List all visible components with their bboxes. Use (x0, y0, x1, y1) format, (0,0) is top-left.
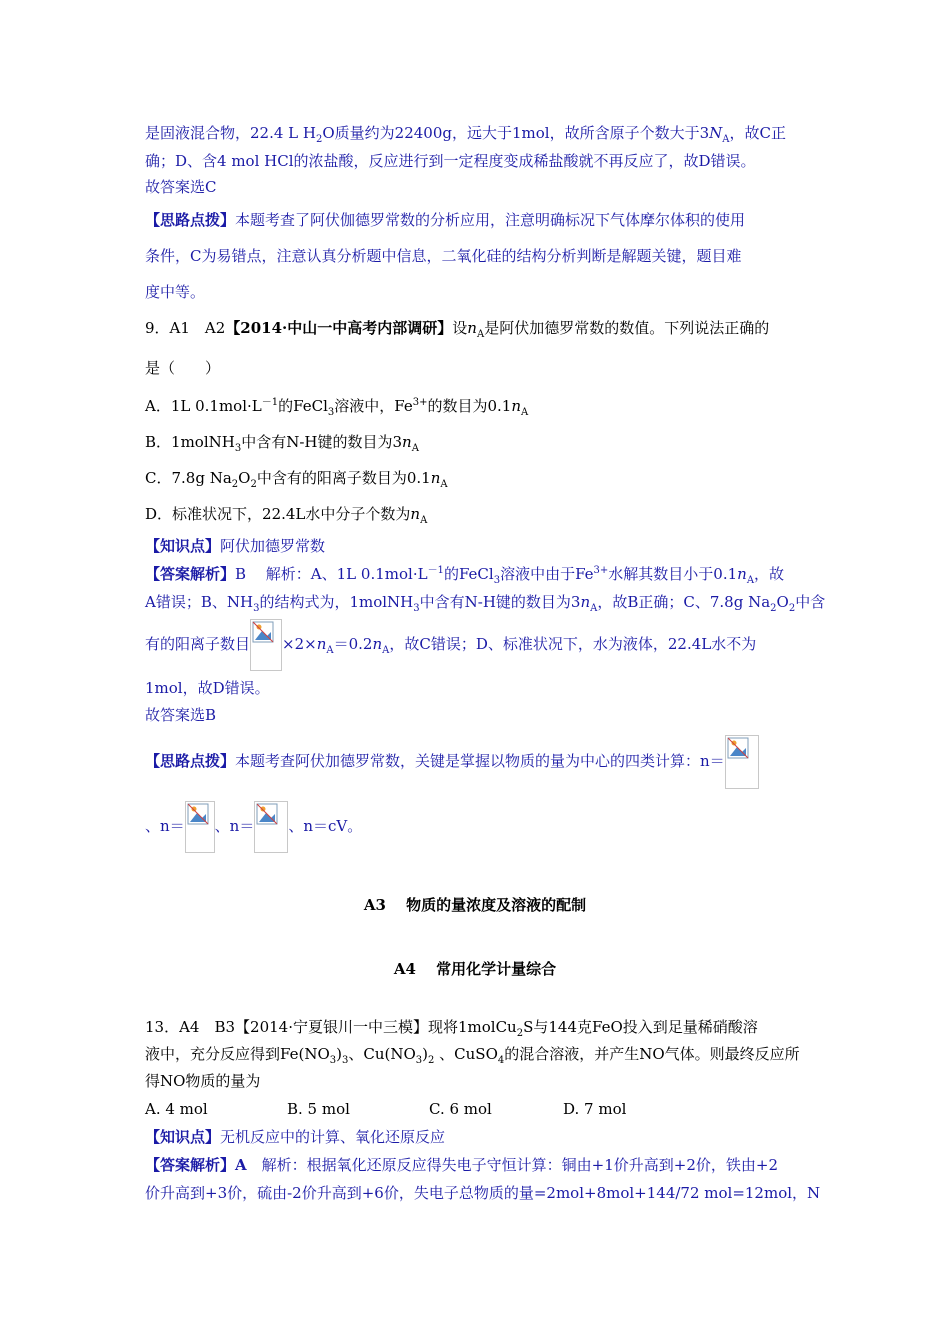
superscript: －1 (261, 397, 279, 408)
text: 中含有N-H键的数目为3 (241, 433, 403, 451)
subscript: 3 (253, 603, 260, 614)
text: 的结构式为，1molNH (259, 593, 414, 611)
text-line: 是（ ） (145, 359, 221, 377)
text: 的FeCl (278, 397, 328, 415)
subscript: 3 (341, 1055, 349, 1066)
text: 设 (452, 319, 468, 337)
text: ，故C错误；D、标准状况下，水为液体，22.4L水不为 (389, 635, 757, 653)
hint-label: 【思路点拨】 (145, 211, 236, 229)
text: 的FeCl (443, 565, 494, 583)
symbol: n (410, 505, 421, 523)
answer-label: 【答案解析】 (145, 1156, 236, 1174)
text: O质量约为22400g，远大于1mol，故所含原子个数大于3 (322, 124, 710, 142)
formula-image (254, 801, 288, 853)
question-stem (145, 1017, 815, 1037)
text-line (145, 123, 815, 143)
subscript: 2 (315, 134, 323, 145)
subscript: 2 (250, 479, 257, 490)
symbol: n (580, 593, 591, 611)
text: 有的阳离子数目 (145, 635, 251, 653)
text-line: 1mol，故D错误。 (145, 679, 270, 697)
text: ＝0.2 (333, 635, 373, 653)
text: 溶液中由于Fe (500, 565, 594, 583)
option-d (145, 504, 815, 524)
answer-value: A (235, 1156, 247, 1174)
question-number: 9．A1 A2 (145, 319, 226, 337)
subscript: A (411, 443, 419, 454)
symbol: n (737, 565, 747, 583)
text: ) (422, 1045, 429, 1063)
hint-line (145, 734, 815, 788)
question-source: 【2014·中山一中高考内部调研】 (225, 319, 453, 337)
text: 是阿伏加德罗常数的数值。下列说法正确的 (484, 319, 770, 337)
subscript: 3 (493, 575, 501, 586)
text: 阿伏加德罗常数 (220, 537, 326, 555)
text: 、n＝cV。 (288, 817, 363, 835)
text: O (776, 593, 789, 611)
subscript: 2 (428, 1055, 435, 1066)
hint-line (145, 210, 815, 230)
text: 本题考查了阿伏伽德罗常数的分析应用，注意明确标况下气体摩尔体积的使用 (235, 211, 746, 229)
subscript: 3 (413, 603, 420, 614)
text: 水解其数目小于0.1 (608, 565, 738, 583)
text: 液中，充分反应得到Fe(NO (145, 1045, 330, 1063)
subscript: A (326, 645, 334, 656)
superscript: 3+ (593, 565, 609, 576)
subscript: 4 (497, 1055, 505, 1066)
options-row (145, 1099, 815, 1119)
symbol: n (372, 635, 383, 653)
text: 无机反应中的计算、氧化还原反应 (220, 1128, 446, 1146)
section-heading: A3 物质的量浓度及溶液的配制 (363, 896, 587, 914)
subscript: 2 (788, 603, 796, 614)
hint-label: 【思路点拨】 (145, 752, 236, 770)
text: A．1L 0.1mol·L (145, 397, 262, 415)
option-b (145, 432, 815, 452)
text: ，故C正 (729, 124, 786, 142)
text: 、n＝ (145, 817, 185, 835)
subscript: A (590, 603, 598, 614)
text: 、n＝ (214, 817, 255, 835)
answer-label: 【答案解析】 (145, 565, 236, 583)
broken-image-icon (252, 621, 274, 643)
text: 、Cu(NO (348, 1045, 416, 1063)
text: C．7.8g Na (145, 469, 232, 487)
text: 、CuSO (434, 1045, 498, 1063)
text: 解析：根据氧化还原反应得失电子守恒计算：铜由+1价升高到+2价，铁由+2 (246, 1156, 778, 1174)
kp-label: 【知识点】 (145, 1128, 221, 1146)
text: 中含有N-H键的数目为3 (419, 593, 581, 611)
option-c: C. 6 mol (429, 1100, 492, 1118)
fraction-image (250, 619, 282, 671)
question-stem (145, 1044, 815, 1064)
symbol: n (511, 397, 521, 415)
answer-line: 价升高到+3价，硫由-2价升高到+6价，失电子总物质的量=2mol+8mol+144/72 mol=12mol，N (145, 1184, 821, 1202)
option-c (145, 468, 815, 488)
subscript: 3 (234, 443, 242, 454)
kp-label: 【知识点】 (145, 537, 221, 555)
subscript: A (521, 407, 529, 418)
subscript: 2 (516, 1028, 524, 1039)
text: ×2× (282, 635, 317, 653)
superscript: 3+ (412, 397, 428, 408)
broken-image-icon (727, 737, 749, 759)
broken-image-icon (256, 803, 278, 825)
text-line: 度中等。 (145, 283, 206, 301)
symbol: n (467, 319, 477, 337)
subscript: A (420, 515, 428, 526)
option-a: A. 4 mol (145, 1100, 208, 1118)
text: 本题考查阿伏加德罗常数，关键是掌握以物质的量为中心的四类计算：n＝ (235, 752, 725, 770)
subscript: A (382, 645, 390, 656)
text: 的数目为0.1 (427, 397, 512, 415)
option-d: D. 7 mol (563, 1100, 627, 1118)
subscript: 2 (231, 479, 239, 490)
text: 13．A4 B3【2014·宁夏银川一中三模】现将1molCu (145, 1018, 517, 1036)
knowledge-point (145, 1127, 815, 1147)
section-heading: A4 常用化学计量综合 (393, 960, 557, 978)
text: S与144克FeO投入到足量稀硝酸溶 (523, 1018, 758, 1036)
text-line: 得NO物质的量为 (145, 1072, 261, 1090)
subscript: A (746, 575, 755, 586)
answer-line (145, 564, 815, 584)
knowledge-point (145, 536, 815, 556)
option-b: B. 5 mol (287, 1100, 350, 1118)
answer-line (145, 618, 815, 670)
text: ) (336, 1045, 342, 1063)
text: 是固液混合物，22.4 L H (145, 124, 316, 142)
text-line: 故答案选C (145, 178, 217, 196)
subscript: 3 (329, 1055, 337, 1066)
text: 溶液中，Fe (334, 397, 413, 415)
broken-image-icon (187, 803, 209, 825)
option-a (145, 396, 815, 416)
formula-image (725, 735, 759, 789)
text: 中含 (795, 593, 826, 611)
text: B．1molNH (145, 433, 235, 451)
formula-image (185, 801, 215, 853)
text: O (238, 469, 251, 487)
subscript: 3 (327, 407, 335, 418)
symbol: n (316, 635, 327, 653)
text: N (709, 124, 723, 142)
subscript: 2 (770, 603, 777, 614)
hint-line (145, 800, 815, 852)
symbol: n (402, 433, 412, 451)
text-line: 条件，C为易错点，注意认真分析题中信息，二氧化硅的结构分析判断是解题关键，题目难 (145, 247, 742, 265)
text: A错误；B、NH (145, 593, 254, 611)
text-line: 故答案选B (145, 706, 217, 724)
subscript: 3 (415, 1055, 423, 1066)
superscript: －1 (427, 565, 444, 576)
text: ，故B正确；C、7.8g Na (597, 593, 771, 611)
text: D．标准状况下，22.4L水中分子个数为 (145, 505, 411, 523)
symbol: n (430, 469, 441, 487)
text: 中含有的阳离子数目为0.1 (256, 469, 431, 487)
subscript: A (722, 134, 730, 145)
answer-line (145, 1155, 815, 1175)
question-stem (145, 318, 815, 338)
text: ，故 (754, 565, 785, 583)
subscript: A (476, 329, 485, 340)
text-line: 确；D、含4 mol HCl的浓盐酸，反应进行到一定程度变成稀盐酸就不再反应了，故D错误。 (145, 152, 756, 170)
answer-line (145, 592, 826, 614)
text: 的混合溶液，并产生NO气体。则最终反应所 (504, 1045, 800, 1063)
text: B 解析：A、1L 0.1mol·L (235, 565, 428, 583)
subscript: A (440, 479, 448, 490)
